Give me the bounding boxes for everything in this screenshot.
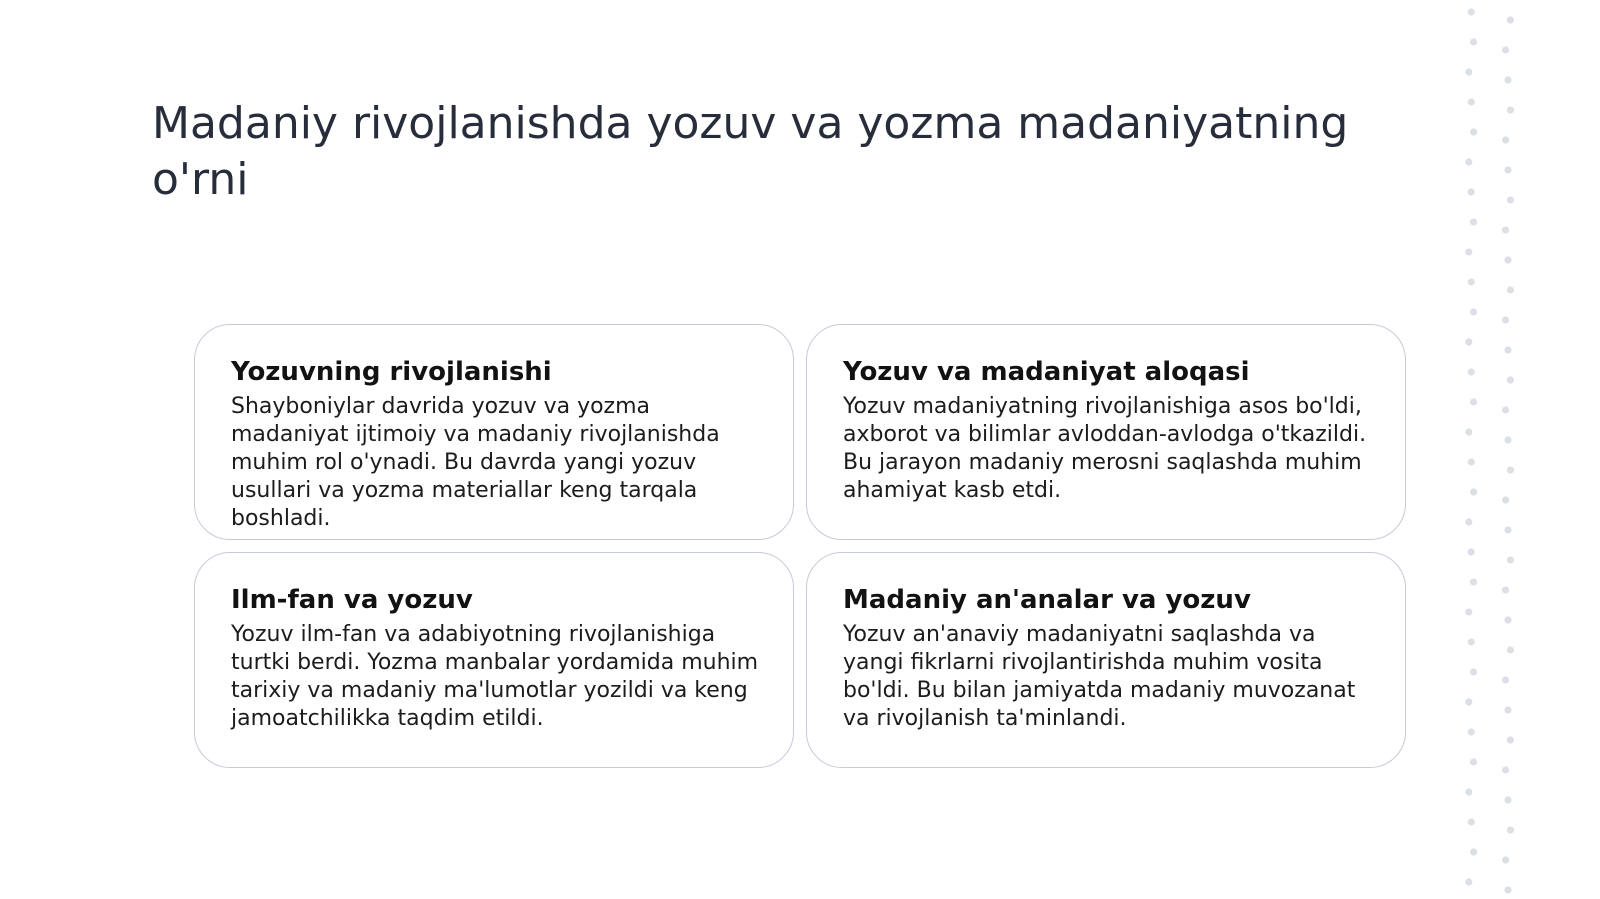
decorative-dot <box>1468 458 1475 465</box>
card-yozuv-madaniyat-aloqasi <box>806 324 1406 540</box>
decorative-dot <box>1502 676 1509 683</box>
decorative-dot <box>1504 76 1511 83</box>
decorative-dot <box>1468 548 1475 555</box>
decorative-dot <box>1470 128 1477 135</box>
decorative-dot <box>1504 796 1511 803</box>
decorative-dot <box>1502 856 1509 863</box>
card-heading: Ilm-fan va yozuv <box>231 585 473 615</box>
decorative-dot <box>1465 608 1472 615</box>
decorative-dot <box>1470 218 1477 225</box>
decorative-dot <box>1504 886 1511 893</box>
decorative-dot <box>1470 578 1477 585</box>
decorative-dot <box>1502 496 1509 503</box>
card-heading: Madaniy an'analar va yozuv <box>843 585 1251 615</box>
decorative-dot <box>1470 758 1477 765</box>
decorative-dot <box>1507 376 1514 383</box>
decorative-dot <box>1507 556 1514 563</box>
decorative-dot <box>1470 308 1477 315</box>
card-yozuv-rivojlanishi <box>194 324 794 540</box>
decorative-dot <box>1465 248 1472 255</box>
decorative-dot <box>1504 706 1511 713</box>
decorative-dot <box>1507 646 1514 653</box>
decorative-dot <box>1468 728 1475 735</box>
decorative-dot <box>1465 158 1472 165</box>
card-text: Yozuv ilm-fan va adabiyotning rivojlanishiga turtki berdi. Yozma manbalar yordamida muhim tarixiy va madaniy ma'lumotlar yozildi va keng jamoatchilikka taqdim etildi. <box>231 622 759 731</box>
decorative-dot <box>1470 668 1477 675</box>
card-heading: Yozuvning rivojlanishi <box>231 357 552 387</box>
decorative-dot <box>1465 428 1472 435</box>
decorative-dot <box>1468 8 1475 15</box>
decorative-dot <box>1504 346 1511 353</box>
card-text: Yozuv madaniyatning rivojlanishiga asos bo'ldi, axborot va bilimlar avloddan-avlodga o'tkazildi. Bu jarayon madaniy merosni saqlashda muhim ahamiyat kasb etdi. <box>843 394 1367 503</box>
decorative-dot <box>1470 488 1477 495</box>
decorative-dot <box>1468 188 1475 195</box>
decorative-dot <box>1470 398 1477 405</box>
decorative-dot <box>1465 68 1472 75</box>
decorative-dot <box>1504 616 1511 623</box>
card-ilm-fan-yozuv <box>194 552 794 768</box>
card-text: Yozuv an'anaviy madaniyatni saqlashda va yangi fikrlarni rivojlantirishda muhim vosita bo'ldi. Bu bilan jamiyatda madaniy muvozanat va rivojlanish ta'minlandi. <box>843 622 1356 731</box>
decorative-dot <box>1502 46 1509 53</box>
card-heading: Yozuv va madaniyat aloqasi <box>843 357 1250 387</box>
decorative-dot <box>1468 818 1475 825</box>
card-text: Shayboniylar davrida yozuv va yozma madaniyat ijtimoiy va madaniy rivojlanishda muhim rol o'ynadi. Bu davrda yangi yozuv usullari va yozma materiallar keng tarqala boshladi. <box>231 394 720 531</box>
card-grid <box>194 324 1406 768</box>
decorative-dot <box>1502 316 1509 323</box>
decorative-dot <box>1468 278 1475 285</box>
decorative-dot-pattern <box>1450 0 1540 899</box>
card-madaniy-ananalar-yozuv <box>806 552 1406 768</box>
decorative-dot <box>1504 436 1511 443</box>
decorative-dot <box>1502 226 1509 233</box>
decorative-dot <box>1507 196 1514 203</box>
decorative-dot <box>1507 466 1514 473</box>
decorative-dot <box>1504 256 1511 263</box>
decorative-dot <box>1502 136 1509 143</box>
decorative-dot <box>1465 338 1472 345</box>
decorative-dot <box>1504 526 1511 533</box>
decorative-dot <box>1507 736 1514 743</box>
decorative-dot <box>1468 368 1475 375</box>
decorative-dot <box>1468 98 1475 105</box>
decorative-dot <box>1502 406 1509 413</box>
decorative-dot <box>1507 286 1514 293</box>
decorative-dot <box>1507 826 1514 833</box>
decorative-dot <box>1465 788 1472 795</box>
decorative-dot <box>1465 698 1472 705</box>
decorative-dot <box>1468 638 1475 645</box>
decorative-dot <box>1502 586 1509 593</box>
decorative-dot <box>1507 16 1514 23</box>
decorative-dot <box>1507 106 1514 113</box>
slide-title: Madaniy rivojlanishda yozuv va yozma madaniyatning o'rni <box>152 98 1349 205</box>
decorative-dot <box>1502 766 1509 773</box>
decorative-dot <box>1504 166 1511 173</box>
decorative-dot <box>1465 518 1472 525</box>
decorative-dot <box>1470 38 1477 45</box>
decorative-dot <box>1470 848 1477 855</box>
decorative-dot <box>1465 878 1472 885</box>
